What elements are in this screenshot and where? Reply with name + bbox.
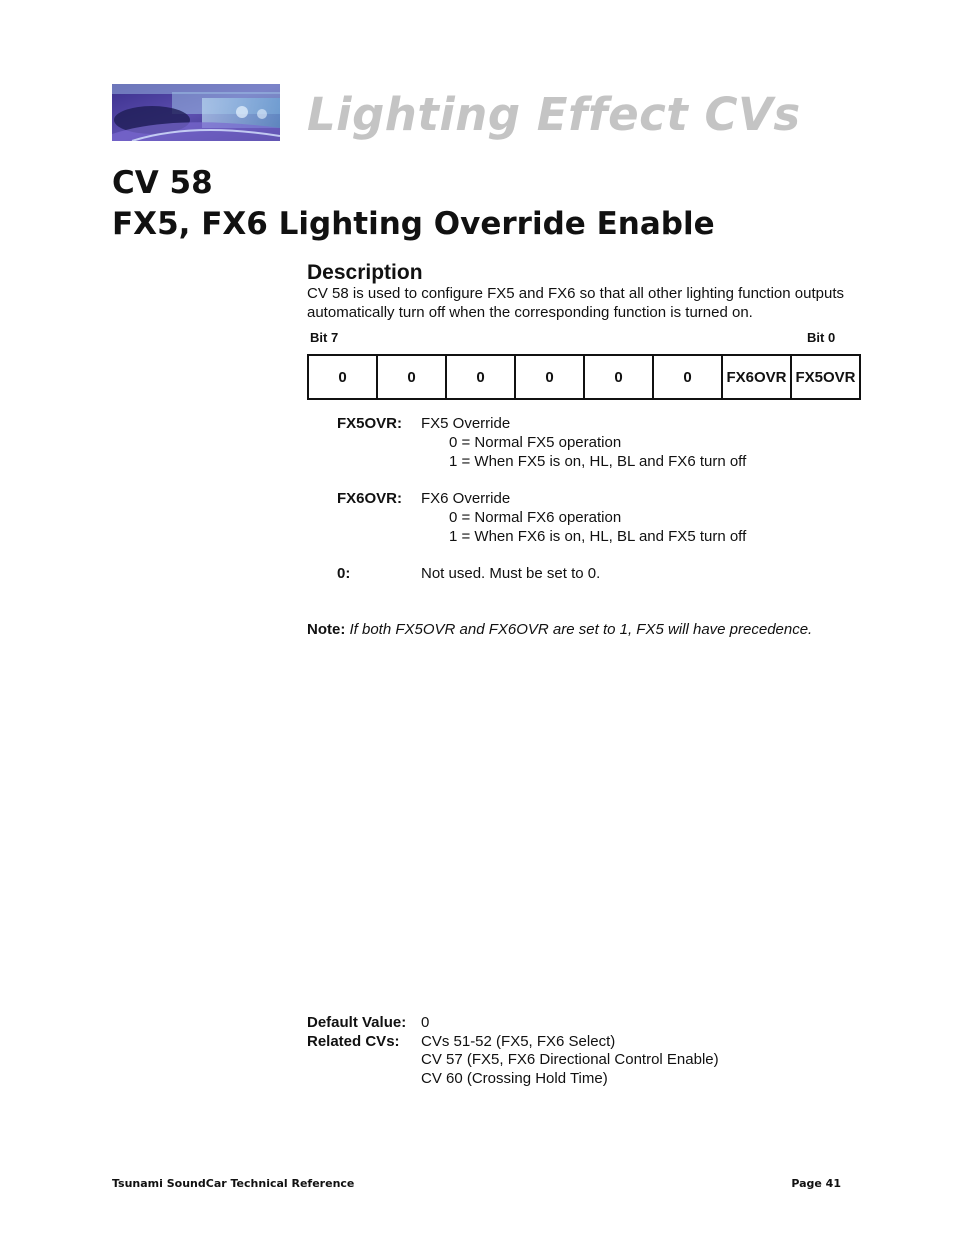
bit-0-label: Bit 0 xyxy=(807,330,836,345)
cv-number: CV 58 xyxy=(112,165,213,201)
definition-title-fx6ovr: FX6 Override xyxy=(421,490,511,507)
bit-cell-1: FX6OVR xyxy=(722,355,791,399)
note xyxy=(307,621,812,638)
bit-cell-0: FX5OVR xyxy=(791,355,860,399)
definition-line-fx5ovr-1: 1 = When FX5 is on, HL, BL and FX6 turn off xyxy=(449,453,747,470)
bit-cell-6: 0 xyxy=(377,355,446,399)
bit-cell-7: 0 xyxy=(308,355,377,399)
header-photo-graphic xyxy=(112,84,280,141)
description-text: CV 58 is used to configure FX5 and FX6 so that all other lighting function outputs automatically turn off when the corresponding function is turned on. xyxy=(307,285,844,321)
definition-line-fx6ovr-0: 0 = Normal FX6 operation xyxy=(449,509,622,526)
footer-document-title: Tsunami SoundCar Technical Reference xyxy=(112,1177,355,1190)
footer-page-number: Page 41 xyxy=(791,1177,841,1190)
bit-cell-4: 0 xyxy=(515,355,584,399)
definition-line-fx5ovr-0: 0 = Normal FX5 operation xyxy=(449,434,622,451)
cv-heading xyxy=(112,163,715,245)
definition-term-zero: 0: xyxy=(337,565,351,582)
header-photo xyxy=(112,84,280,141)
related-cv-item-0: CVs 51-52 (FX5, FX6 Select) xyxy=(421,1033,616,1050)
description-heading: Description xyxy=(307,261,423,284)
definition-term-fx5ovr: FX5OVR: xyxy=(337,415,403,432)
bit-cell-3: 0 xyxy=(584,355,653,399)
default-value: 0 xyxy=(421,1014,430,1031)
default-value-label: Default Value: xyxy=(307,1014,407,1031)
cv-name: FX5, FX6 Lighting Override Enable xyxy=(112,206,715,242)
definition-title-zero: Not used. Must be set to 0. xyxy=(421,565,601,582)
definition-title-fx5ovr: FX5 Override xyxy=(421,415,511,432)
definition-line-fx6ovr-1: 1 = When FX6 is on, HL, BL and FX5 turn off xyxy=(449,528,747,545)
bit-cell-5: 0 xyxy=(446,355,515,399)
related-cv-item-2: CV 60 (Crossing Hold Time) xyxy=(421,1070,608,1087)
related-cvs-label: Related CVs: xyxy=(307,1033,400,1050)
bit-table xyxy=(307,354,861,400)
bit-cell-2: 0 xyxy=(653,355,722,399)
bit-row xyxy=(308,355,860,399)
note-text: If both FX5OVR and FX6OVR are set to 1, FX5 will have precedence. xyxy=(349,621,813,638)
bit-7-label: Bit 7 xyxy=(310,330,339,345)
related-cv-item-1: CV 57 (FX5, FX6 Directional Control Enable) xyxy=(421,1051,719,1068)
note-label: Note: xyxy=(307,621,346,638)
chapter-title: Lighting Effect CVs xyxy=(307,88,801,141)
definition-term-fx6ovr: FX6OVR: xyxy=(337,490,403,507)
